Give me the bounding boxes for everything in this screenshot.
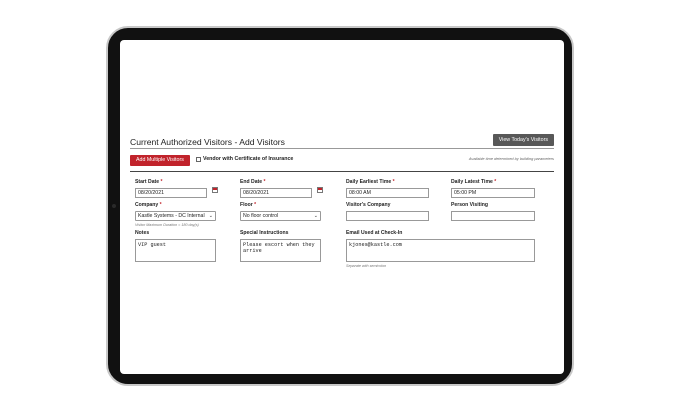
company-label: Company *: [135, 202, 162, 208]
company-select[interactable]: [135, 211, 216, 221]
chevron-down-icon: ⌄: [208, 213, 213, 219]
company-duration-hint: Visitor Maximum Duration = 180 day(s): [135, 223, 199, 227]
floor-label: Floor *: [240, 202, 257, 208]
view-today-visitors-button[interactable]: View Today's Visitors: [493, 134, 554, 146]
header-divider: [130, 148, 554, 149]
notes-field: [135, 230, 216, 262]
company-field: [135, 202, 216, 227]
visitors-company-input[interactable]: [346, 211, 429, 221]
tablet-frame: [106, 26, 574, 386]
page-header: [130, 132, 554, 156]
special-instructions-field: [240, 230, 321, 262]
start-date-label: Start Date *: [135, 179, 163, 185]
vendor-coi-checkbox[interactable]: [196, 157, 201, 162]
visitors-company-field: [346, 202, 429, 221]
floor-field: [240, 202, 321, 221]
start-date-input[interactable]: 08/20/2021: [135, 188, 207, 198]
notes-textarea[interactable]: VIP guest: [135, 239, 216, 262]
chevron-down-icon: ⌄: [313, 213, 318, 219]
email-separator-hint: Separate with semicolon: [346, 264, 387, 268]
page-title: Current Authorized Visitors - Add Visitors: [130, 137, 285, 147]
daily-latest-time-field: [451, 179, 535, 198]
add-multiple-visitors-button[interactable]: Add Multiple Visitors: [130, 155, 190, 166]
calendar-icon[interactable]: [212, 187, 218, 193]
person-visiting-input[interactable]: [451, 211, 535, 221]
floor-value: No floor control: [243, 213, 279, 219]
end-date-field: [240, 179, 312, 198]
form-divider: [130, 171, 554, 172]
special-instructions-label: Special Instructions: [240, 230, 289, 236]
calendar-icon[interactable]: [317, 187, 323, 193]
person-visiting-field: [451, 202, 535, 221]
vendor-coi-option[interactable]: [196, 156, 293, 162]
toolbar: [130, 154, 554, 168]
email-check-in-label: Email Used at Check-In: [346, 230, 403, 236]
notes-label: Notes: [135, 230, 150, 236]
screen: [120, 40, 564, 374]
email-check-in-textarea[interactable]: kjones@kastle.com: [346, 239, 535, 262]
daily-earliest-time-label: Daily Earliest Time *: [346, 179, 395, 185]
availability-note: Available time determined by building parameters: [468, 156, 554, 161]
special-instructions-textarea[interactable]: Please escort when they arrive: [240, 239, 321, 262]
visitors-company-label: Visitor's Company: [346, 202, 391, 208]
daily-latest-time-label: Daily Latest Time *: [451, 179, 497, 185]
daily-earliest-time-input[interactable]: 08:00 AM: [346, 188, 429, 198]
daily-latest-time-input[interactable]: 05:00 PM: [451, 188, 535, 198]
vendor-coi-label: Vendor with Certificate of Insurance: [203, 156, 294, 162]
end-date-label: End Date *: [240, 179, 266, 185]
person-visiting-label: Person Visiting: [451, 202, 488, 208]
floor-select[interactable]: [240, 211, 321, 221]
start-date-field: [135, 179, 207, 198]
email-check-in-field: [346, 230, 535, 268]
camera-dot: [112, 204, 116, 208]
daily-earliest-time-field: [346, 179, 429, 198]
end-date-input[interactable]: 08/20/2021: [240, 188, 312, 198]
company-value: Kastle Systems - DC Internal: [138, 213, 205, 219]
